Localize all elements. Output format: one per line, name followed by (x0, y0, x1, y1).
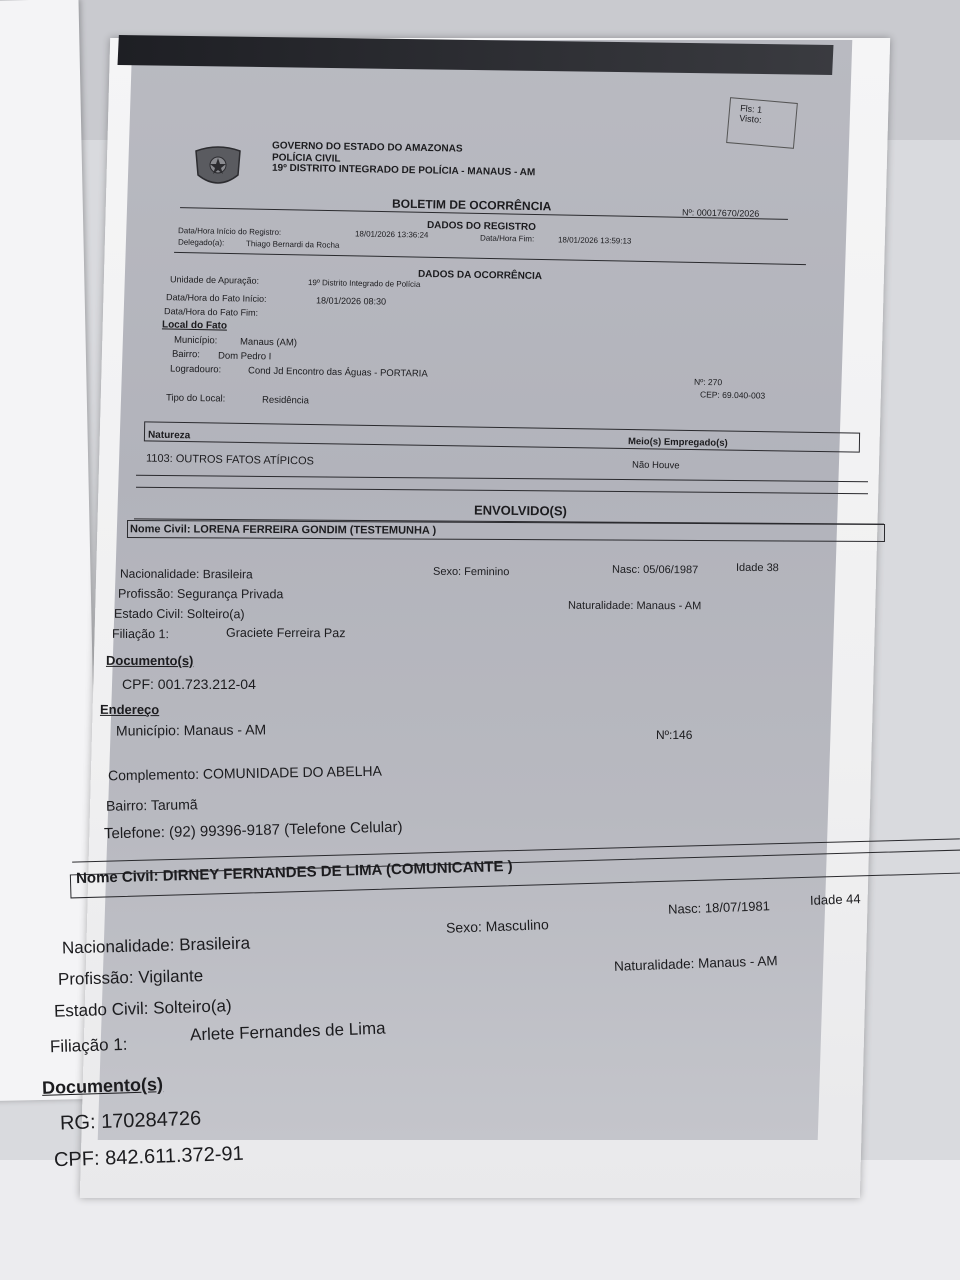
tipo-local-label: Tipo do Local: (165, 392, 226, 405)
person1-nasc: Nasc: 05/06/1987 (611, 563, 699, 577)
tipo-local-value: Residência (261, 394, 310, 407)
person1-sexo: Sexo: Feminino (432, 565, 510, 579)
registro-inicio-label: Data/Hora Início do Registro: (177, 226, 282, 237)
person2-idade: Idade 44 (809, 891, 861, 908)
person1-filiacao-value: Graciete Ferreira Paz (225, 625, 346, 641)
bairro-value: Dom Pedro I (217, 350, 272, 363)
person1-nacionalidade: Nacionalidade: Brasileira (119, 566, 253, 582)
person1-bairro: Bairro: Tarumã (105, 796, 198, 814)
registro-heading: DADOS DO REGISTRO (426, 220, 536, 233)
person2-profissao: Profissão: Vigilante (57, 966, 204, 989)
person1-complemento: Complemento: COMUNIDADE DO ABELHA (107, 762, 382, 784)
ocorrencia-heading: DADOS DA OCORRÊNCIA (417, 268, 543, 283)
person2-name: Nome Civil: DIRNEY FERNANDES DE LIMA (COMUNICANTE ) (75, 857, 513, 888)
fato-fim-label: Data/Hora do Fato Fim: (163, 306, 259, 318)
document-title: BOLETIM DE OCORRÊNCIA (391, 196, 552, 214)
person1-naturalidade: Naturalidade: Manaus - AM (567, 599, 702, 613)
bo-number: Nº: 00017670/2026 (681, 207, 760, 219)
logradouro-label: Logradouro: (169, 363, 222, 376)
unidade-label: Unidade de Apuração: (169, 274, 260, 286)
registro-fim-label: Data/Hora Fim: (479, 233, 535, 244)
person1-name: Nome Civil: LORENA FERREIRA GONDIM (TESTEMUNHA ) (129, 523, 437, 537)
delegado-label: Delegado(a): (177, 237, 225, 248)
person2-filiacao-label: Filiação 1: (49, 1034, 128, 1057)
police-badge-icon (192, 145, 244, 189)
person1-municipio: Município: Manaus - AM (115, 721, 267, 739)
municipio-value: Manaus (AM) (239, 336, 298, 349)
person2-nasc: Nasc: 18/07/1981 (667, 898, 771, 917)
person2-estado-civil: Estado Civil: Solteiro(a) (53, 996, 232, 1021)
delegado-value: Thiago Bernardi da Rocha (245, 239, 340, 250)
person2-documentos-label: Documento(s) (41, 1074, 164, 1098)
person1-documentos-label: Documento(s) (105, 652, 194, 669)
person1-endereco-label: Endereço (99, 701, 160, 718)
local-numero: Nº: 270 (693, 376, 723, 388)
fls-label: Fls: 1 (739, 103, 763, 115)
person2-naturalidade: Naturalidade: Manaus - AM (613, 953, 778, 974)
person2-cpf: CPF: 842.611.372-91 (53, 1142, 245, 1172)
bairro-label: Bairro: (171, 348, 201, 361)
local-fato-label: Local do Fato (161, 319, 228, 332)
person1-profissao: Profissão: Segurança Privada (117, 586, 284, 602)
registro-inicio-value: 18/01/2026 13:36:24 (354, 229, 429, 240)
local-cep: CEP: 69.040-003 (699, 389, 766, 401)
person1-numero: Nº:146 (656, 728, 693, 742)
person2-filiacao-value: Arlete Fernandes de Lima (189, 1018, 386, 1045)
government-name: GOVERNO DO ESTADO DO AMAZONAS (271, 140, 463, 155)
person1-estado-civil: Estado Civil: Solteiro(a) (113, 606, 245, 622)
logradouro-value: Cond Jd Encontro das Águas - PORTARIA (247, 365, 428, 380)
fato-inicio-value: 18/01/2026 08:30 (315, 295, 387, 307)
registro-fim-value: 18/01/2026 13:59:13 (557, 235, 632, 246)
person1-idade: Idade 38 (735, 561, 779, 575)
police-name: POLÍCIA CIVIL (271, 152, 341, 165)
person1-telefone: Telefone: (92) 99396-9187 (Telefone Celular) (103, 818, 403, 843)
municipio-label: Município: (173, 334, 218, 347)
fls-stamp-box (726, 97, 798, 149)
unidade-value: 19º Distrito Integrado de Polícia (307, 278, 421, 289)
person2-sexo: Sexo: Masculino (445, 916, 549, 936)
envolvidos-heading: ENVOLVIDO(S) (473, 502, 568, 519)
natureza-value: 1103: OUTROS FATOS ATÍPICOS (145, 452, 314, 468)
person1-cpf: CPF: 001.723.212-04 (122, 676, 256, 692)
meios-value: Não Houve (631, 459, 680, 472)
person2-rg: RG: 170284726 (59, 1107, 202, 1135)
meios-label: Meio(s) Empregado(s) (627, 436, 728, 449)
person2-nacionalidade: Nacionalidade: Brasileira (61, 933, 251, 958)
person1-filiacao-label: Filiação 1: (111, 626, 170, 642)
visto-label: Visto: (738, 113, 763, 125)
district-name: 19º DISTRITO INTEGRADO DE POLÍCIA - MANAUS - AM (271, 162, 536, 179)
natureza-label: Natureza (147, 429, 191, 442)
fato-inicio-label: Data/Hora do Fato Início: (165, 292, 267, 304)
